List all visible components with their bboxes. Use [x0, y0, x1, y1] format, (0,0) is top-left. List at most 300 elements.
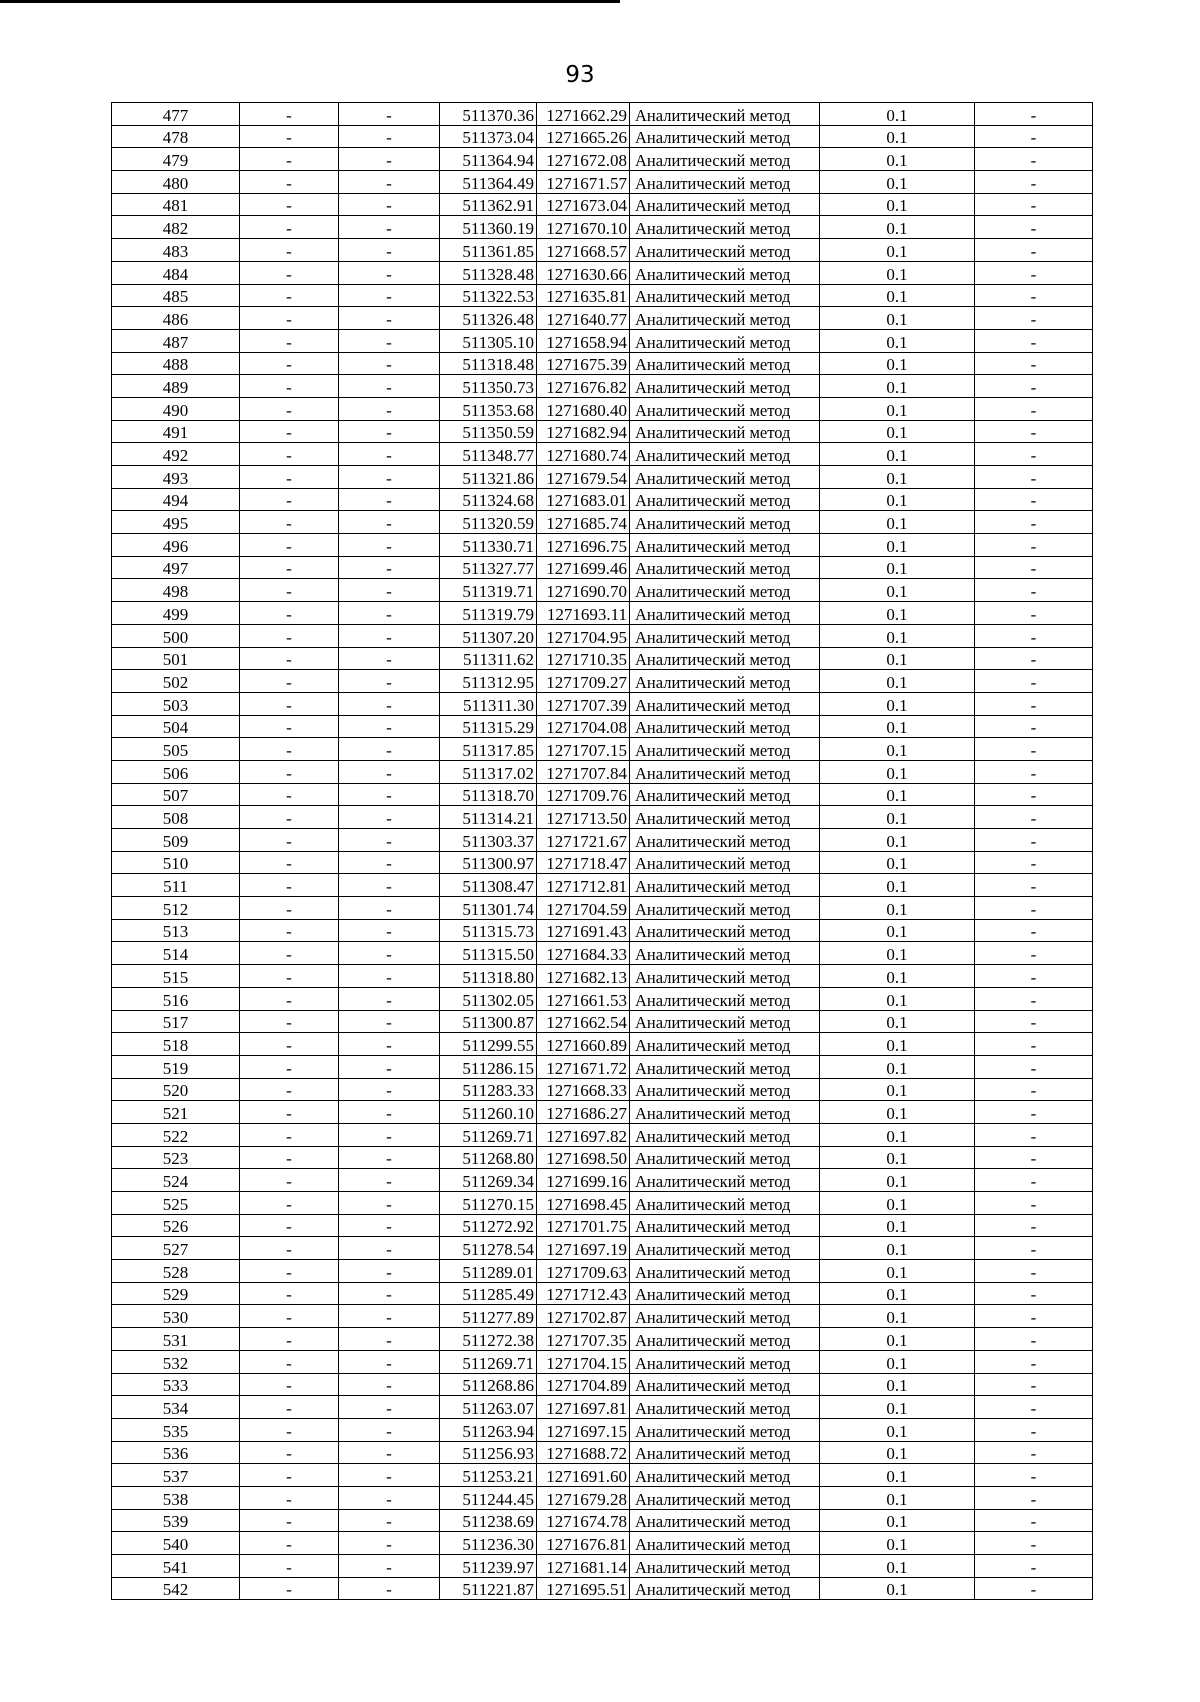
- dash-cell: -: [240, 874, 339, 897]
- accuracy-cell: 0.1: [820, 1146, 975, 1169]
- method-cell: Аналитический метод: [630, 1305, 820, 1328]
- x-coordinate-cell: 511308.47: [440, 874, 537, 897]
- point-number-cell: 510: [112, 851, 240, 874]
- method-cell: Аналитический метод: [630, 1237, 820, 1260]
- x-coordinate-cell: 511318.48: [440, 352, 537, 375]
- dash-cell: -: [240, 1033, 339, 1056]
- dash-cell: -: [339, 897, 440, 920]
- dash-cell: -: [975, 829, 1093, 852]
- dash-cell: -: [339, 511, 440, 534]
- y-coordinate-cell: 1271704.89: [537, 1373, 630, 1396]
- method-cell: Аналитический метод: [630, 942, 820, 965]
- dash-cell: -: [339, 987, 440, 1010]
- x-coordinate-cell: 511350.59: [440, 420, 537, 443]
- x-coordinate-cell: 511350.73: [440, 375, 537, 398]
- table-row: [112, 1396, 1093, 1419]
- dash-cell: -: [339, 1555, 440, 1578]
- dash-cell: -: [240, 965, 339, 988]
- accuracy-cell: 0.1: [820, 1509, 975, 1532]
- table-row: [112, 1305, 1093, 1328]
- dash-cell: -: [240, 239, 339, 262]
- dash-cell: -: [240, 1101, 339, 1124]
- dash-cell: -: [975, 1555, 1093, 1578]
- dash-cell: -: [339, 829, 440, 852]
- dash-cell: -: [975, 375, 1093, 398]
- y-coordinate-cell: 1271683.01: [537, 488, 630, 511]
- point-number-cell: 521: [112, 1101, 240, 1124]
- point-number-cell: 534: [112, 1396, 240, 1419]
- table-row: [112, 624, 1093, 647]
- point-number-cell: 536: [112, 1441, 240, 1464]
- dash-cell: -: [240, 647, 339, 670]
- dash-cell: -: [339, 171, 440, 194]
- accuracy-cell: 0.1: [820, 1010, 975, 1033]
- method-cell: Аналитический метод: [630, 1282, 820, 1305]
- y-coordinate-cell: 1271682.94: [537, 420, 630, 443]
- x-coordinate-cell: 511268.80: [440, 1146, 537, 1169]
- dash-cell: -: [975, 466, 1093, 489]
- dash-cell: -: [339, 965, 440, 988]
- accuracy-cell: 0.1: [820, 193, 975, 216]
- dash-cell: -: [975, 1577, 1093, 1600]
- dash-cell: -: [240, 307, 339, 330]
- dash-cell: -: [975, 1192, 1093, 1215]
- dash-cell: -: [339, 148, 440, 171]
- dash-cell: -: [975, 1169, 1093, 1192]
- point-number-cell: 486: [112, 307, 240, 330]
- table-row: [112, 1532, 1093, 1555]
- dash-cell: -: [975, 1350, 1093, 1373]
- y-coordinate-cell: 1271676.81: [537, 1532, 630, 1555]
- method-cell: Аналитический метод: [630, 534, 820, 557]
- table-row: [112, 874, 1093, 897]
- dash-cell: -: [339, 874, 440, 897]
- dash-cell: -: [339, 1260, 440, 1283]
- dash-cell: -: [339, 443, 440, 466]
- dash-cell: -: [339, 397, 440, 420]
- method-cell: Аналитический метод: [630, 488, 820, 511]
- table-row: [112, 715, 1093, 738]
- dash-cell: -: [975, 602, 1093, 625]
- x-coordinate-cell: 511270.15: [440, 1192, 537, 1215]
- y-coordinate-cell: 1271696.75: [537, 534, 630, 557]
- method-cell: Аналитический метод: [630, 103, 820, 126]
- y-coordinate-cell: 1271691.43: [537, 919, 630, 942]
- accuracy-cell: 0.1: [820, 942, 975, 965]
- dash-cell: -: [240, 443, 339, 466]
- x-coordinate-cell: 511283.33: [440, 1078, 537, 1101]
- accuracy-cell: 0.1: [820, 420, 975, 443]
- point-number-cell: 532: [112, 1350, 240, 1373]
- x-coordinate-cell: 511277.89: [440, 1305, 537, 1328]
- dash-cell: -: [240, 1146, 339, 1169]
- x-coordinate-cell: 511364.94: [440, 148, 537, 171]
- y-coordinate-cell: 1271668.33: [537, 1078, 630, 1101]
- coordinates-table: [111, 102, 1093, 1600]
- x-coordinate-cell: 511269.71: [440, 1350, 537, 1373]
- table-row: [112, 919, 1093, 942]
- accuracy-cell: 0.1: [820, 307, 975, 330]
- point-number-cell: 520: [112, 1078, 240, 1101]
- y-coordinate-cell: 1271697.19: [537, 1237, 630, 1260]
- dash-cell: -: [975, 783, 1093, 806]
- dash-cell: -: [339, 1169, 440, 1192]
- dash-cell: -: [240, 171, 339, 194]
- y-coordinate-cell: 1271690.70: [537, 579, 630, 602]
- dash-cell: -: [975, 1237, 1093, 1260]
- accuracy-cell: 0.1: [820, 1555, 975, 1578]
- dash-cell: -: [339, 125, 440, 148]
- point-number-cell: 538: [112, 1486, 240, 1509]
- dash-cell: -: [240, 1260, 339, 1283]
- table-row: [112, 239, 1093, 262]
- accuracy-cell: 0.1: [820, 1328, 975, 1351]
- dash-cell: -: [339, 1192, 440, 1215]
- dash-cell: -: [240, 715, 339, 738]
- point-number-cell: 496: [112, 534, 240, 557]
- dash-cell: -: [339, 1441, 440, 1464]
- dash-cell: -: [339, 1055, 440, 1078]
- method-cell: Аналитический метод: [630, 1123, 820, 1146]
- y-coordinate-cell: 1271707.15: [537, 738, 630, 761]
- dash-cell: -: [240, 670, 339, 693]
- y-coordinate-cell: 1271718.47: [537, 851, 630, 874]
- y-coordinate-cell: 1271709.76: [537, 783, 630, 806]
- table-row: [112, 352, 1093, 375]
- table-row: [112, 692, 1093, 715]
- y-coordinate-cell: 1271658.94: [537, 329, 630, 352]
- table-row: [112, 670, 1093, 693]
- y-coordinate-cell: 1271693.11: [537, 602, 630, 625]
- point-number-cell: 514: [112, 942, 240, 965]
- x-coordinate-cell: 511221.87: [440, 1577, 537, 1600]
- x-coordinate-cell: 511360.19: [440, 216, 537, 239]
- dash-cell: -: [339, 1214, 440, 1237]
- point-number-cell: 495: [112, 511, 240, 534]
- dash-cell: -: [975, 1282, 1093, 1305]
- accuracy-cell: 0.1: [820, 1260, 975, 1283]
- dash-cell: -: [240, 1396, 339, 1419]
- dash-cell: -: [975, 1010, 1093, 1033]
- point-number-cell: 530: [112, 1305, 240, 1328]
- point-number-cell: 499: [112, 602, 240, 625]
- y-coordinate-cell: 1271685.74: [537, 511, 630, 534]
- x-coordinate-cell: 511302.05: [440, 987, 537, 1010]
- dash-cell: -: [240, 1237, 339, 1260]
- dash-cell: -: [339, 466, 440, 489]
- dash-cell: -: [975, 125, 1093, 148]
- x-coordinate-cell: 511326.48: [440, 307, 537, 330]
- method-cell: Аналитический метод: [630, 1418, 820, 1441]
- x-coordinate-cell: 511321.86: [440, 466, 537, 489]
- point-number-cell: 511: [112, 874, 240, 897]
- dash-cell: -: [339, 1577, 440, 1600]
- dash-cell: -: [339, 1418, 440, 1441]
- accuracy-cell: 0.1: [820, 443, 975, 466]
- method-cell: Аналитический метод: [630, 420, 820, 443]
- x-coordinate-cell: 511318.80: [440, 965, 537, 988]
- point-number-cell: 508: [112, 806, 240, 829]
- accuracy-cell: 0.1: [820, 1214, 975, 1237]
- method-cell: Аналитический метод: [630, 1577, 820, 1600]
- dash-cell: -: [339, 919, 440, 942]
- point-number-cell: 478: [112, 125, 240, 148]
- page-number: 93: [565, 62, 595, 88]
- dash-cell: -: [240, 1555, 339, 1578]
- table-row: [112, 556, 1093, 579]
- method-cell: Аналитический метод: [630, 1214, 820, 1237]
- y-coordinate-cell: 1271684.33: [537, 942, 630, 965]
- point-number-cell: 497: [112, 556, 240, 579]
- point-number-cell: 479: [112, 148, 240, 171]
- x-coordinate-cell: 511319.71: [440, 579, 537, 602]
- method-cell: Аналитический метод: [630, 965, 820, 988]
- y-coordinate-cell: 1271698.50: [537, 1146, 630, 1169]
- accuracy-cell: 0.1: [820, 511, 975, 534]
- method-cell: Аналитический метод: [630, 511, 820, 534]
- x-coordinate-cell: 511263.94: [440, 1418, 537, 1441]
- accuracy-cell: 0.1: [820, 1373, 975, 1396]
- point-number-cell: 518: [112, 1033, 240, 1056]
- method-cell: Аналитический метод: [630, 1101, 820, 1124]
- dash-cell: -: [240, 375, 339, 398]
- x-coordinate-cell: 511244.45: [440, 1486, 537, 1509]
- accuracy-cell: 0.1: [820, 171, 975, 194]
- dash-cell: -: [975, 1305, 1093, 1328]
- accuracy-cell: 0.1: [820, 806, 975, 829]
- table-row: [112, 125, 1093, 148]
- dash-cell: -: [339, 738, 440, 761]
- table-row: [112, 987, 1093, 1010]
- dash-cell: -: [975, 715, 1093, 738]
- dash-cell: -: [339, 579, 440, 602]
- dash-cell: -: [975, 534, 1093, 557]
- accuracy-cell: 0.1: [820, 987, 975, 1010]
- dash-cell: -: [240, 1418, 339, 1441]
- accuracy-cell: 0.1: [820, 1305, 975, 1328]
- point-number-cell: 507: [112, 783, 240, 806]
- point-number-cell: 525: [112, 1192, 240, 1215]
- dash-cell: -: [975, 511, 1093, 534]
- dash-cell: -: [975, 103, 1093, 126]
- y-coordinate-cell: 1271662.29: [537, 103, 630, 126]
- x-coordinate-cell: 511285.49: [440, 1282, 537, 1305]
- dash-cell: -: [975, 352, 1093, 375]
- accuracy-cell: 0.1: [820, 692, 975, 715]
- accuracy-cell: 0.1: [820, 261, 975, 284]
- point-number-cell: 516: [112, 987, 240, 1010]
- table-row: [112, 284, 1093, 307]
- table-row: [112, 1328, 1093, 1351]
- table-row: [112, 534, 1093, 557]
- point-number-cell: 517: [112, 1010, 240, 1033]
- y-coordinate-cell: 1271680.74: [537, 443, 630, 466]
- dash-cell: -: [975, 284, 1093, 307]
- y-coordinate-cell: 1271698.45: [537, 1192, 630, 1215]
- accuracy-cell: 0.1: [820, 829, 975, 852]
- dash-cell: -: [240, 1169, 339, 1192]
- y-coordinate-cell: 1271704.59: [537, 897, 630, 920]
- y-coordinate-cell: 1271680.40: [537, 397, 630, 420]
- table-row: [112, 1350, 1093, 1373]
- method-cell: Аналитический метод: [630, 125, 820, 148]
- dash-cell: -: [975, 738, 1093, 761]
- y-coordinate-cell: 1271673.04: [537, 193, 630, 216]
- method-cell: Аналитический метод: [630, 829, 820, 852]
- table-row: [112, 216, 1093, 239]
- table-row: [112, 193, 1093, 216]
- dash-cell: -: [240, 1328, 339, 1351]
- point-number-cell: 524: [112, 1169, 240, 1192]
- dash-cell: -: [975, 1328, 1093, 1351]
- table-row: [112, 443, 1093, 466]
- method-cell: Аналитический метод: [630, 670, 820, 693]
- y-coordinate-cell: 1271671.72: [537, 1055, 630, 1078]
- x-coordinate-cell: 511370.36: [440, 103, 537, 126]
- method-cell: Аналитический метод: [630, 216, 820, 239]
- table-row: [112, 261, 1093, 284]
- method-cell: Аналитический метод: [630, 329, 820, 352]
- point-number-cell: 502: [112, 670, 240, 693]
- y-coordinate-cell: 1271697.81: [537, 1396, 630, 1419]
- dash-cell: -: [339, 307, 440, 330]
- dash-cell: -: [975, 919, 1093, 942]
- method-cell: Аналитический метод: [630, 307, 820, 330]
- dash-cell: -: [339, 216, 440, 239]
- x-coordinate-cell: 511303.37: [440, 829, 537, 852]
- dash-cell: -: [975, 1418, 1093, 1441]
- method-cell: Аналитический метод: [630, 1532, 820, 1555]
- point-number-cell: 481: [112, 193, 240, 216]
- dash-cell: -: [240, 942, 339, 965]
- x-coordinate-cell: 511256.93: [440, 1441, 537, 1464]
- accuracy-cell: 0.1: [820, 670, 975, 693]
- top-border-line: [0, 0, 620, 3]
- y-coordinate-cell: 1271701.75: [537, 1214, 630, 1237]
- dash-cell: -: [240, 624, 339, 647]
- point-number-cell: 541: [112, 1555, 240, 1578]
- dash-cell: -: [339, 352, 440, 375]
- y-coordinate-cell: 1271681.14: [537, 1555, 630, 1578]
- table-row: [112, 103, 1093, 126]
- accuracy-cell: 0.1: [820, 965, 975, 988]
- table-row: [112, 1214, 1093, 1237]
- dash-cell: -: [975, 1441, 1093, 1464]
- dash-cell: -: [339, 670, 440, 693]
- method-cell: Аналитический метод: [630, 624, 820, 647]
- dash-cell: -: [240, 466, 339, 489]
- x-coordinate-cell: 511348.77: [440, 443, 537, 466]
- table-row: [112, 488, 1093, 511]
- table-row: [112, 579, 1093, 602]
- accuracy-cell: 0.1: [820, 851, 975, 874]
- accuracy-cell: 0.1: [820, 1237, 975, 1260]
- dash-cell: -: [975, 420, 1093, 443]
- dash-cell: -: [339, 556, 440, 579]
- dash-cell: -: [975, 897, 1093, 920]
- table-row: [112, 466, 1093, 489]
- dash-cell: -: [240, 1577, 339, 1600]
- y-coordinate-cell: 1271660.89: [537, 1033, 630, 1056]
- y-coordinate-cell: 1271707.84: [537, 760, 630, 783]
- point-number-cell: 537: [112, 1464, 240, 1487]
- y-coordinate-cell: 1271670.10: [537, 216, 630, 239]
- y-coordinate-cell: 1271630.66: [537, 261, 630, 284]
- point-number-cell: 522: [112, 1123, 240, 1146]
- x-coordinate-cell: 511236.30: [440, 1532, 537, 1555]
- method-cell: Аналитический метод: [630, 1146, 820, 1169]
- dash-cell: -: [240, 829, 339, 852]
- dash-cell: -: [975, 1055, 1093, 1078]
- point-number-cell: 488: [112, 352, 240, 375]
- y-coordinate-cell: 1271672.08: [537, 148, 630, 171]
- dash-cell: -: [240, 284, 339, 307]
- method-cell: Аналитический метод: [630, 1010, 820, 1033]
- point-number-cell: 504: [112, 715, 240, 738]
- accuracy-cell: 0.1: [820, 624, 975, 647]
- table-row: [112, 1146, 1093, 1169]
- method-cell: Аналитический метод: [630, 466, 820, 489]
- table-row: [112, 1192, 1093, 1215]
- dash-cell: -: [975, 692, 1093, 715]
- method-cell: Аналитический метод: [630, 443, 820, 466]
- dash-cell: -: [339, 488, 440, 511]
- accuracy-cell: 0.1: [820, 1078, 975, 1101]
- method-cell: Аналитический метод: [630, 760, 820, 783]
- point-number-cell: 512: [112, 897, 240, 920]
- dash-cell: -: [975, 556, 1093, 579]
- method-cell: Аналитический метод: [630, 1055, 820, 1078]
- dash-cell: -: [975, 1033, 1093, 1056]
- y-coordinate-cell: 1271679.28: [537, 1486, 630, 1509]
- accuracy-cell: 0.1: [820, 1418, 975, 1441]
- table-row: [112, 329, 1093, 352]
- y-coordinate-cell: 1271682.13: [537, 965, 630, 988]
- y-coordinate-cell: 1271702.87: [537, 1305, 630, 1328]
- accuracy-cell: 0.1: [820, 602, 975, 625]
- x-coordinate-cell: 511314.21: [440, 806, 537, 829]
- table-row: [112, 148, 1093, 171]
- point-number-cell: 492: [112, 443, 240, 466]
- point-number-cell: 503: [112, 692, 240, 715]
- method-cell: Аналитический метод: [630, 1033, 820, 1056]
- x-coordinate-cell: 511268.86: [440, 1373, 537, 1396]
- method-cell: Аналитический метод: [630, 1350, 820, 1373]
- y-coordinate-cell: 1271674.78: [537, 1509, 630, 1532]
- accuracy-cell: 0.1: [820, 1577, 975, 1600]
- x-coordinate-cell: 511289.01: [440, 1260, 537, 1283]
- dash-cell: -: [339, 284, 440, 307]
- dash-cell: -: [240, 1350, 339, 1373]
- y-coordinate-cell: 1271688.72: [537, 1441, 630, 1464]
- dash-cell: -: [975, 647, 1093, 670]
- dash-cell: -: [339, 534, 440, 557]
- dash-cell: -: [240, 103, 339, 126]
- dash-cell: -: [975, 397, 1093, 420]
- y-coordinate-cell: 1271709.27: [537, 670, 630, 693]
- method-cell: Аналитический метод: [630, 239, 820, 262]
- dash-cell: -: [339, 261, 440, 284]
- accuracy-cell: 0.1: [820, 760, 975, 783]
- x-coordinate-cell: 511361.85: [440, 239, 537, 262]
- x-coordinate-cell: 511301.74: [440, 897, 537, 920]
- y-coordinate-cell: 1271709.63: [537, 1260, 630, 1283]
- dash-cell: -: [339, 647, 440, 670]
- table-row: [112, 1418, 1093, 1441]
- y-coordinate-cell: 1271707.39: [537, 692, 630, 715]
- y-coordinate-cell: 1271676.82: [537, 375, 630, 398]
- dash-cell: -: [240, 556, 339, 579]
